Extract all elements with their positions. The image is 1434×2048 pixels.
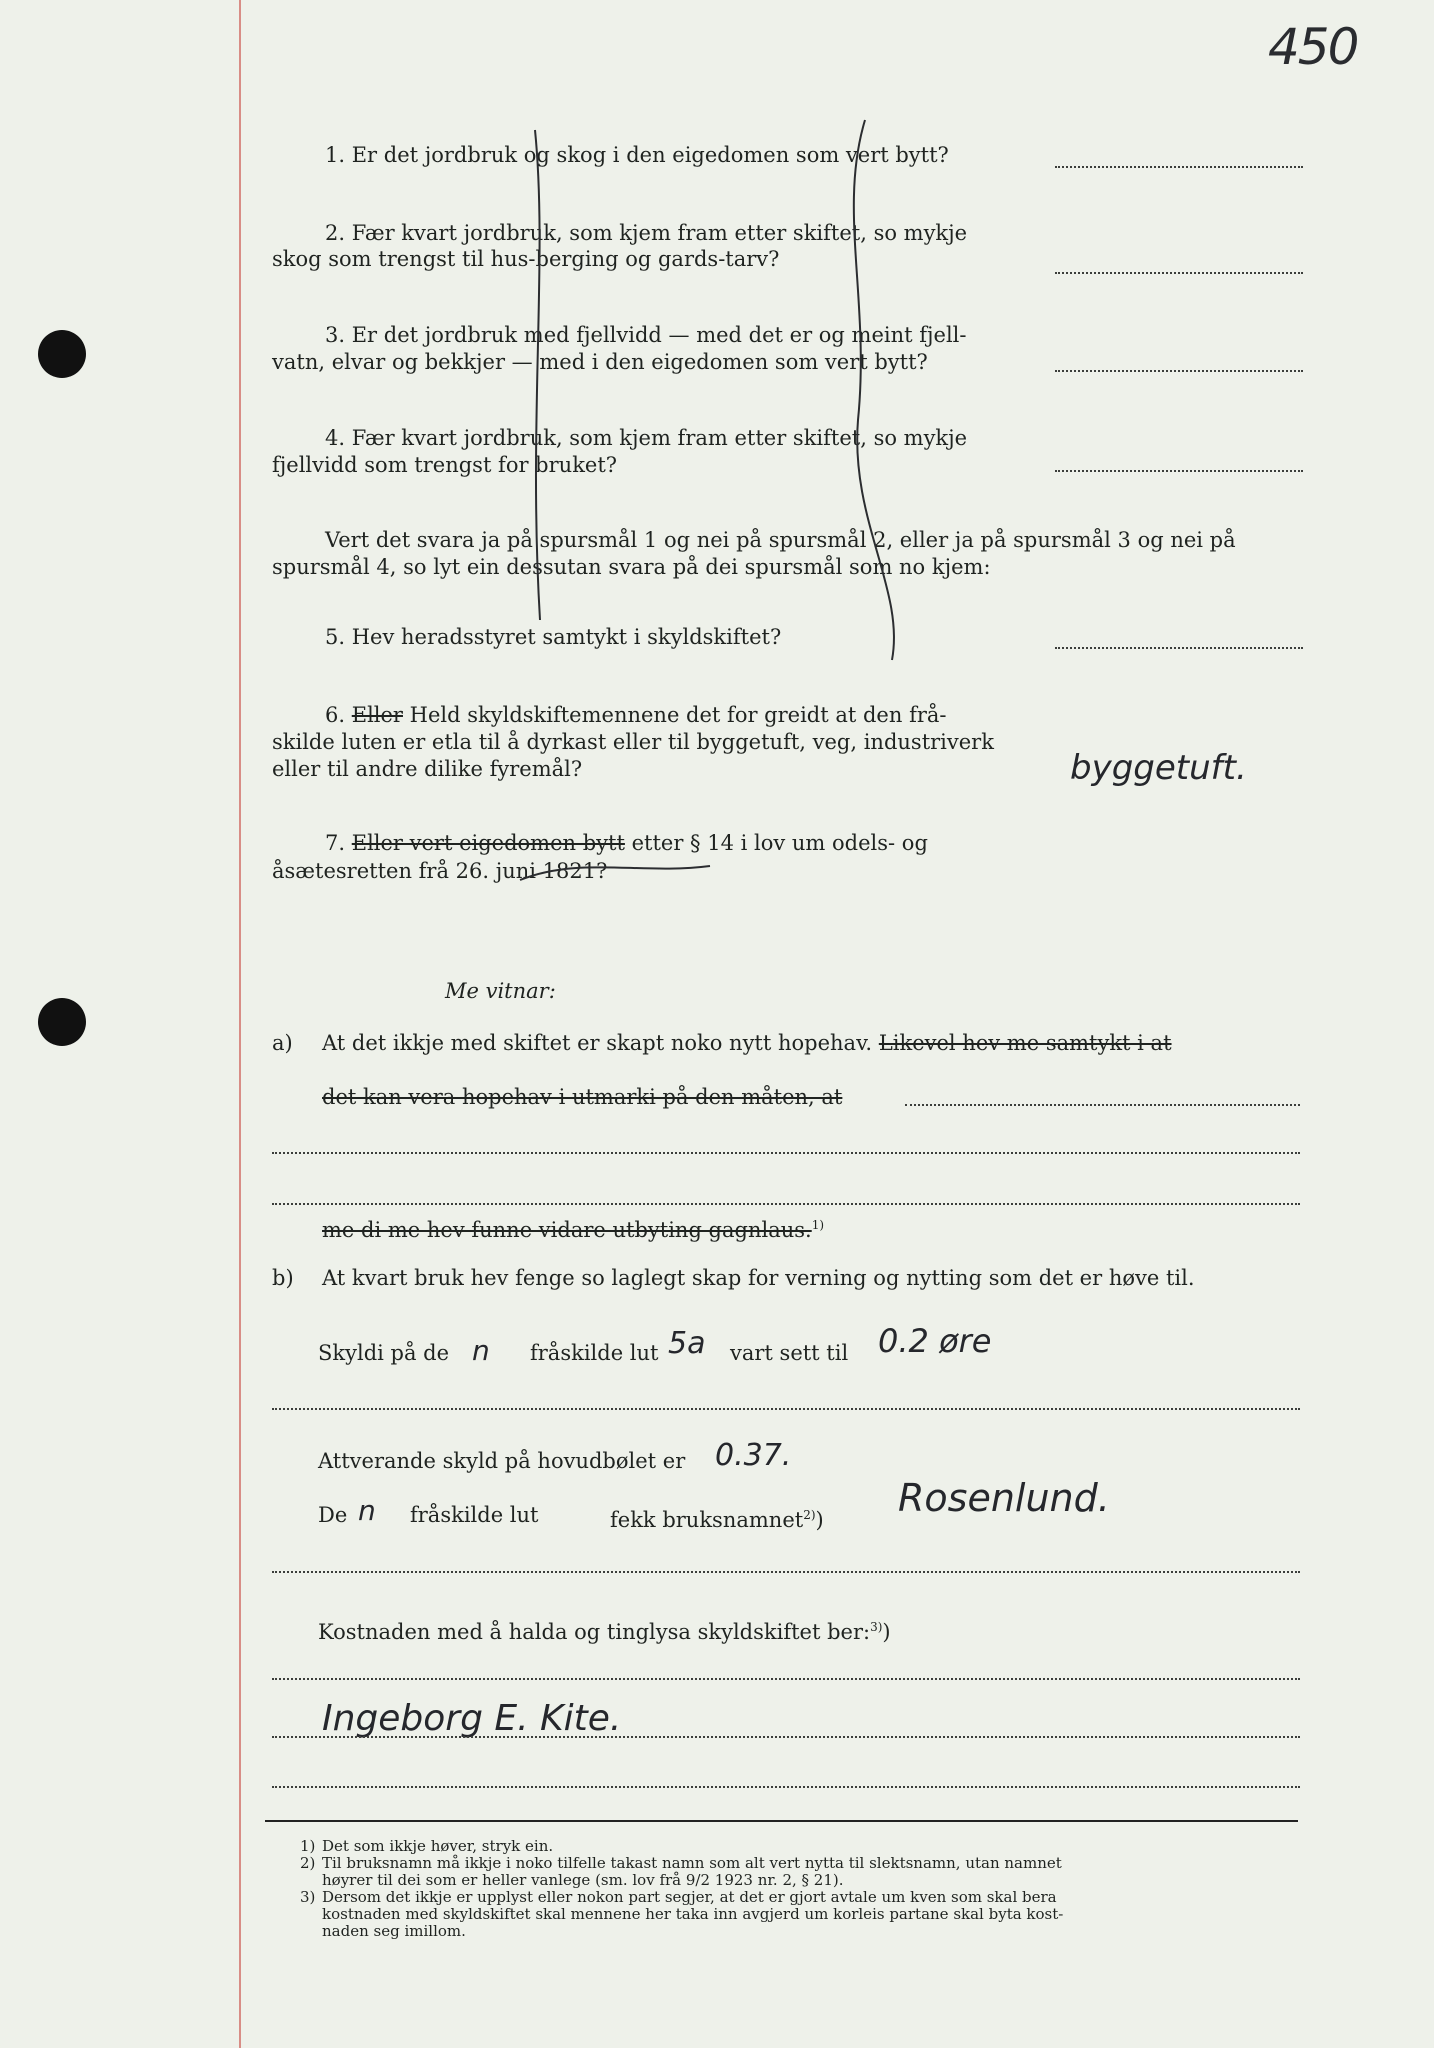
footnote-1: Det som ikkje høver, stryk ein.	[322, 1837, 554, 1855]
question-6-line-2: skilde luten er etla til å dyrkast eller til byggetuft, veg, industriverk	[272, 730, 994, 754]
condition-line-2: spursmål 4, so lyt ein dessutan svara på dei spursmål som no kjem:	[272, 555, 991, 579]
witness-a-struck-1: Likevel hev me samtykt i at	[878, 1031, 1172, 1055]
question-4-line-2: fjellvidd som trengst for bruket?	[272, 453, 618, 477]
footnote-2-mark: 2)	[300, 1854, 316, 1872]
namn-mid: fråskilde lut	[410, 1503, 539, 1527]
skyld-value-handwritten: 0.2 øre	[878, 1322, 992, 1360]
witness-a-label: a)	[272, 1031, 293, 1055]
question-3-line-1: 3. Er det jordbruk med fjellvidd — med det er og meint fjell‐	[325, 323, 967, 347]
question-2-line-1: 2. Fær kvart jordbruk, som kjem fram etter skiftet, so mykje	[325, 221, 968, 245]
namn-prefix: De	[318, 1503, 348, 1527]
witness-a-struck-2: det kan vera hopehav i utmarki på den måten, at	[322, 1085, 843, 1109]
footnote-3-mark: 3)	[300, 1888, 316, 1906]
bruksnamn-handwritten: Rosenlund.	[898, 1476, 1110, 1520]
skyld-mid: fråskilde lut	[530, 1341, 659, 1365]
signature-handwritten: Ingeborg E. Kite.	[322, 1698, 622, 1739]
page-number: 450	[1268, 18, 1358, 76]
question-5: 5. Hev heradsstyret samtykt i skyldskiftet?	[325, 625, 782, 649]
footnote-ref-1: 1)	[811, 1218, 825, 1232]
witness-b-text: At kvart bruk hev fenge so laglegt skap for verning og nytting som det er høve til.	[322, 1266, 1195, 1290]
footnote-ref-3: 3)	[870, 1620, 883, 1634]
question-7-text: etter § 14 i lov um odels‐ og	[624, 831, 928, 855]
question-6-struck-word: Eller	[351, 703, 403, 727]
answer-6-handwritten: byggetuft.	[1070, 748, 1247, 788]
question-7-number: 7.	[325, 831, 346, 855]
question-6-line-3: eller til andre dilike fyremål?	[272, 757, 583, 781]
question-1: 1. Er det jordbruk og skog i den eigedomen som vert bytt?	[325, 143, 949, 167]
question-7-line-2: åsætesretten frå 26. juni 1821?	[272, 859, 608, 883]
witness-a-text: At det ikkje med skiftet er skapt noko nytt hopehav.	[322, 1031, 873, 1055]
attverande-label: Attverande skyld på hovudbølet er	[318, 1449, 686, 1473]
namn-close-paren: )	[815, 1508, 824, 1532]
skyld-suffix: vart sett til	[730, 1341, 849, 1365]
skyld-lot-number: 5a	[668, 1326, 706, 1361]
skyld-prefix: Skyldi på de	[318, 1341, 450, 1365]
footnote-ref-2: 2)	[803, 1508, 816, 1522]
footnote-3-line-1: Dersom det ikkje er upplyst eller nokon part segjer, at det er gjort avtale um kven som skal bera	[322, 1888, 1057, 1906]
witness-b-label: b)	[272, 1266, 294, 1290]
namn-handwritten-suffix: n	[358, 1494, 376, 1527]
kostnad-label-text: Kostnaden med å halda og tinglysa skyldskiftet ber:	[318, 1620, 871, 1644]
kostnad-close-paren: )	[882, 1620, 891, 1644]
skyld-handwritten-suffix: n	[472, 1334, 490, 1367]
question-3-line-2: vatn, elvar og bekkjer — med i den eigedomen som vert bytt?	[272, 350, 928, 374]
question-7-struck-text: Eller vert eigedomen bytt	[351, 831, 625, 855]
footnote-2-line-1: Til bruksnamn må ikkje i noko tilfelle takast namn som alt vert nytta til slektsnamn, utan namnet	[322, 1854, 1062, 1872]
footnote-3-line-3: naden seg imillom.	[322, 1922, 466, 1940]
witness-a-struck-3: me di me hev funne vidare utbyting gagnlaus.	[322, 1218, 812, 1242]
footnote-3-line-2: kostnaden med skyldskiftet skal mennene her taka inn avgjerd um korleis partane skal byta kost‐	[322, 1905, 1064, 1923]
witness-heading: Me vitnar:	[445, 979, 556, 1003]
question-4-line-1: 4. Fær kvart jordbruk, som kjem fram etter skiftet, so mykje	[325, 426, 968, 450]
namn-suffix-text: fekk bruksnamnet	[610, 1508, 804, 1532]
footnote-1-mark: 1)	[300, 1837, 316, 1855]
question-2-line-2: skog som trengst til hus‐berging og gards‐tarv?	[272, 247, 780, 271]
question-6-text: Held skyldskiftemennene det for greidt at den frå‐	[409, 703, 947, 727]
question-6-number: 6.	[325, 703, 346, 727]
attverande-value-handwritten: 0.37.	[715, 1438, 792, 1473]
footnote-2-line-2: høyrer til dei som er heller vanlege (sm. lov frå 9/2 1923 nr. 2, § 21).	[322, 1871, 844, 1889]
condition-line-1: Vert det svara ja på spursmål 1 og nei på spursmål 2, eller ja på spursmål 3 og nei på	[325, 528, 1236, 552]
